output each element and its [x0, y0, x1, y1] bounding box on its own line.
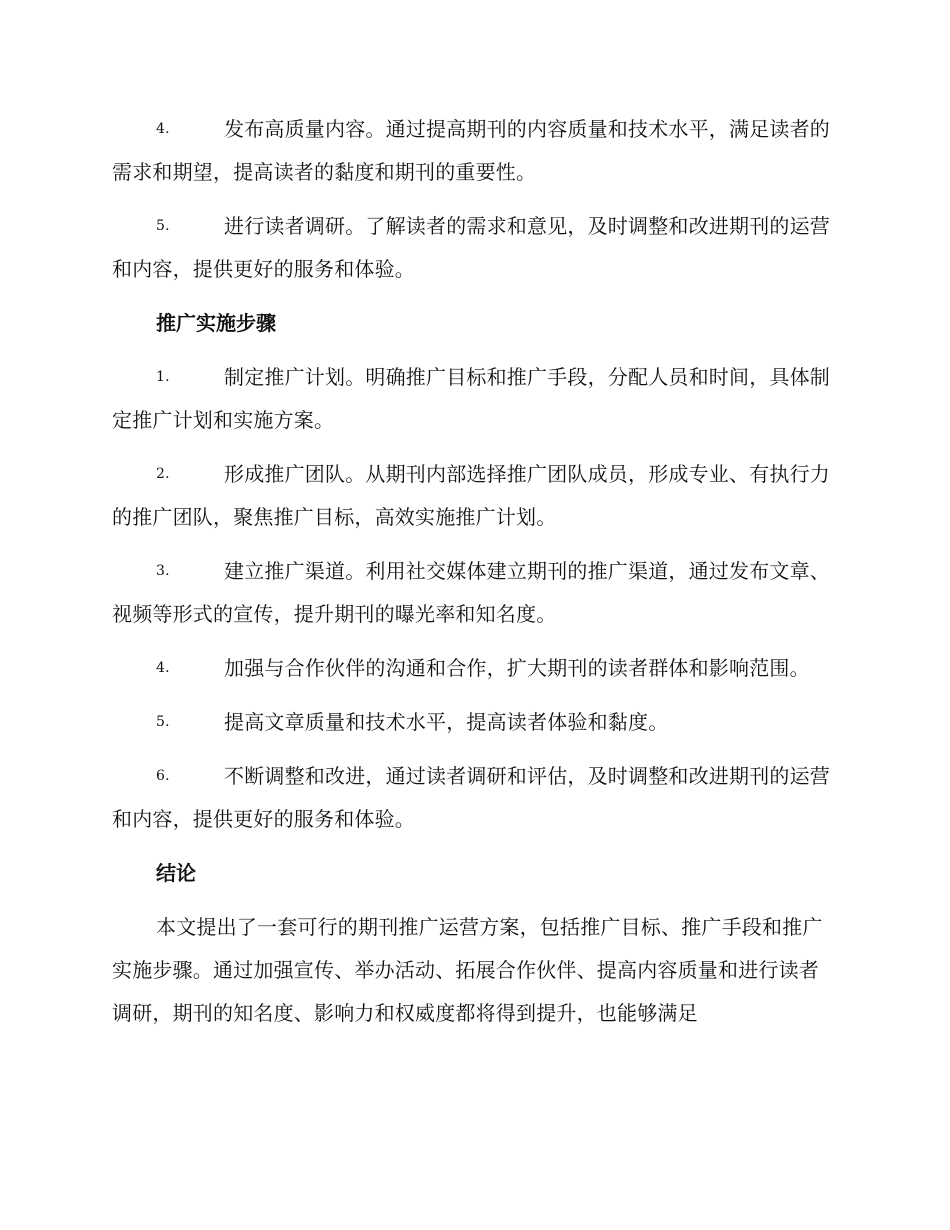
- list-item-text: 建立推广渠道。利用社交媒体建立期刊的推广渠道，通过发布文章、视频等形式的宣传，提升期刊的曝光率和知名度。: [112, 559, 830, 626]
- list-number: 2.: [156, 466, 170, 482]
- list-item: [112, 453, 832, 539]
- list-item: [112, 108, 832, 194]
- list-number: 4.: [156, 660, 170, 676]
- list-item: [112, 356, 832, 442]
- list-item: [112, 701, 832, 744]
- list-item-text: 制定推广计划。明确推广目标和推广手段，分配人员和时间，具体制定推广计划和实施方案。: [112, 365, 830, 432]
- document-content: [112, 108, 832, 1046]
- list-item: [112, 647, 832, 690]
- section-heading-steps: 推广实施步骤: [156, 311, 276, 335]
- list-item-text: 提高文章质量和技术水平，提高读者体验和黏度。: [224, 710, 669, 734]
- list-number: 1.: [156, 369, 170, 385]
- list-number: 3.: [156, 563, 170, 579]
- list-item-text: 形成推广团队。从期刊内部选择推广团队成员，形成专业、有执行力的推广团队，聚焦推广目标，高效实施推广计划。: [112, 462, 830, 529]
- list-item: [112, 755, 832, 841]
- section-heading-conclusion: 结论: [156, 861, 196, 885]
- list-item: [112, 205, 832, 291]
- list-number: 4.: [156, 121, 170, 137]
- list-item-text: 不断调整和改进，通过读者调研和评估，及时调整和改进期刊的运营和内容，提供更好的服务和体验。: [112, 764, 830, 831]
- list-item-text: 加强与合作伙伴的沟通和合作，扩大期刊的读者群体和影响范围。: [224, 656, 810, 680]
- list-item: [112, 550, 832, 636]
- list-item-text: 发布高质量内容。通过提高期刊的内容质量和技术水平，满足读者的需求和期望，提高读者的黏度和期刊的重要性。: [112, 117, 830, 184]
- list-number: 6.: [156, 768, 170, 784]
- list-number: 5.: [156, 218, 170, 234]
- conclusion-paragraph: 本文提出了一套可行的期刊推广运营方案，包括推广目标、推广手段和推广实施步骤。通过加强宣传、举办活动、拓展合作伙伴、提高内容质量和进行读者调研，期刊的知名度、影响力和权威度都将得到提升，也能够满足: [112, 915, 823, 1025]
- list-number: 5.: [156, 714, 170, 730]
- list-item-text: 进行读者调研。了解读者的需求和意见，及时调整和改进期刊的运营和内容，提供更好的服务和体验。: [112, 214, 830, 281]
